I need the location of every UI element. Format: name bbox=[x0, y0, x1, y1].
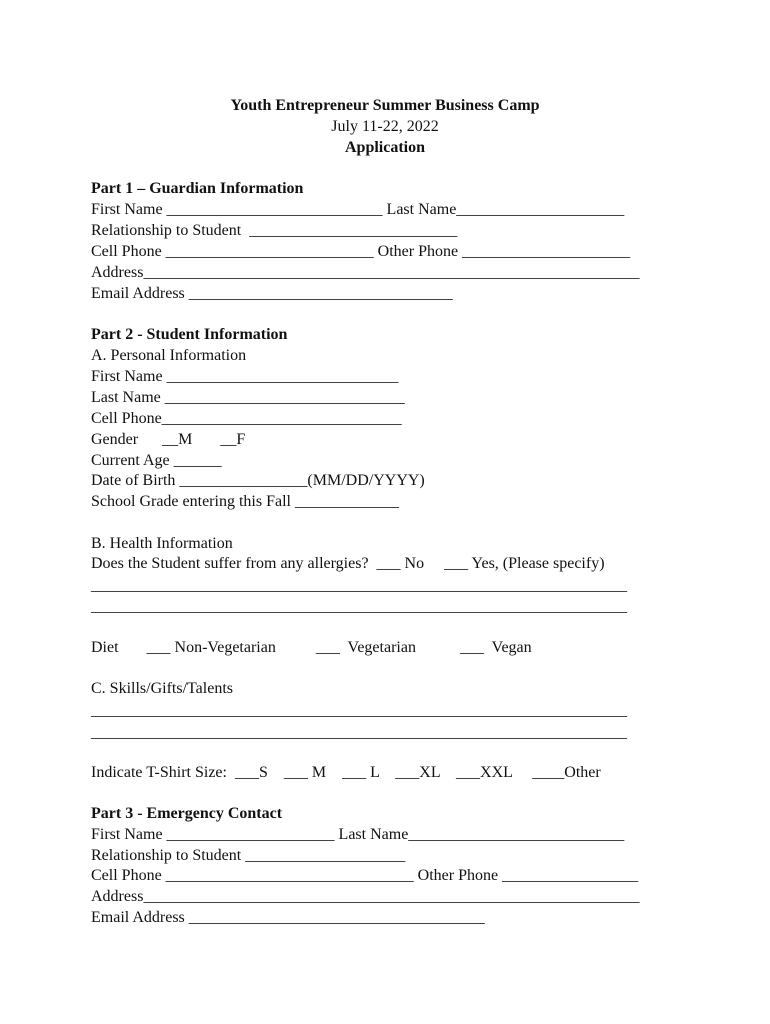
personal-info-heading: A. Personal Information bbox=[91, 347, 247, 364]
emergency-relationship-line[interactable]: Relationship to Student ____________________ bbox=[91, 847, 406, 864]
camp-dates: July 11-22, 2022 bbox=[331, 118, 439, 135]
student-gender-line[interactable]: Gender __M __F bbox=[91, 431, 246, 448]
form-title: Youth Entrepreneur Summer Business Camp bbox=[230, 97, 540, 114]
skills-heading: C. Skills/Gifts/Talents bbox=[91, 680, 233, 697]
guardian-relationship-line[interactable]: Relationship to Student __________________________ bbox=[91, 222, 458, 239]
emergency-name-line[interactable]: First Name _____________________ Last Name___________________________ bbox=[91, 826, 625, 843]
tshirt-size-line[interactable]: Indicate T-Shirt Size: ___S ___ M ___ L ___XL ___XXL ____Other bbox=[91, 764, 601, 781]
allergies-question-line[interactable]: Does the Student suffer from any allergies? ___ No ___ Yes, (Please specify) bbox=[91, 555, 605, 572]
skills-line-2[interactable]: ___________________________________________________________________ bbox=[91, 724, 627, 741]
allergies-specify-line-2[interactable]: ___________________________________________________________________ bbox=[91, 598, 627, 615]
part2-heading: Part 2 - Student Information bbox=[91, 326, 288, 343]
skills-line-1[interactable]: ___________________________________________________________________ bbox=[91, 702, 627, 719]
emergency-email-line[interactable]: Email Address _____________________________________ bbox=[91, 909, 485, 926]
allergies-specify-line-1[interactable]: ___________________________________________________________________ bbox=[91, 577, 627, 594]
guardian-email-line[interactable]: Email Address _________________________________ bbox=[91, 285, 453, 302]
student-cell-phone-line[interactable]: Cell Phone______________________________ bbox=[91, 410, 402, 427]
student-first-name-line[interactable]: First Name _____________________________ bbox=[91, 368, 399, 385]
student-age-line[interactable]: Current Age ______ bbox=[91, 452, 222, 469]
health-info-heading: B. Health Information bbox=[91, 535, 233, 552]
part3-heading: Part 3 - Emergency Contact bbox=[91, 805, 283, 822]
guardian-name-line[interactable]: First Name ___________________________ Last Name_____________________ bbox=[91, 201, 625, 218]
part1-heading: Part 1 – Guardian Information bbox=[91, 180, 304, 197]
guardian-address-line[interactable]: Address______________________________________________________________ bbox=[91, 264, 640, 281]
form-subtitle: Application bbox=[344, 139, 425, 156]
emergency-address-line[interactable]: Address______________________________________________________________ bbox=[91, 888, 640, 905]
student-grade-line[interactable]: School Grade entering this Fall _____________ bbox=[91, 493, 399, 510]
guardian-phone-line[interactable]: Cell Phone __________________________ Other Phone _____________________ bbox=[91, 243, 631, 260]
student-last-name-line[interactable]: Last Name ______________________________ bbox=[91, 389, 405, 406]
diet-options-line[interactable]: Diet ___ Non-Vegetarian ___ Vegetarian ___ Vegan bbox=[91, 639, 532, 656]
student-dob-line[interactable]: Date of Birth ________________(MM/DD/YYYY) bbox=[91, 472, 425, 489]
emergency-phone-line[interactable]: Cell Phone _______________________________ Other Phone _________________ bbox=[91, 867, 639, 884]
